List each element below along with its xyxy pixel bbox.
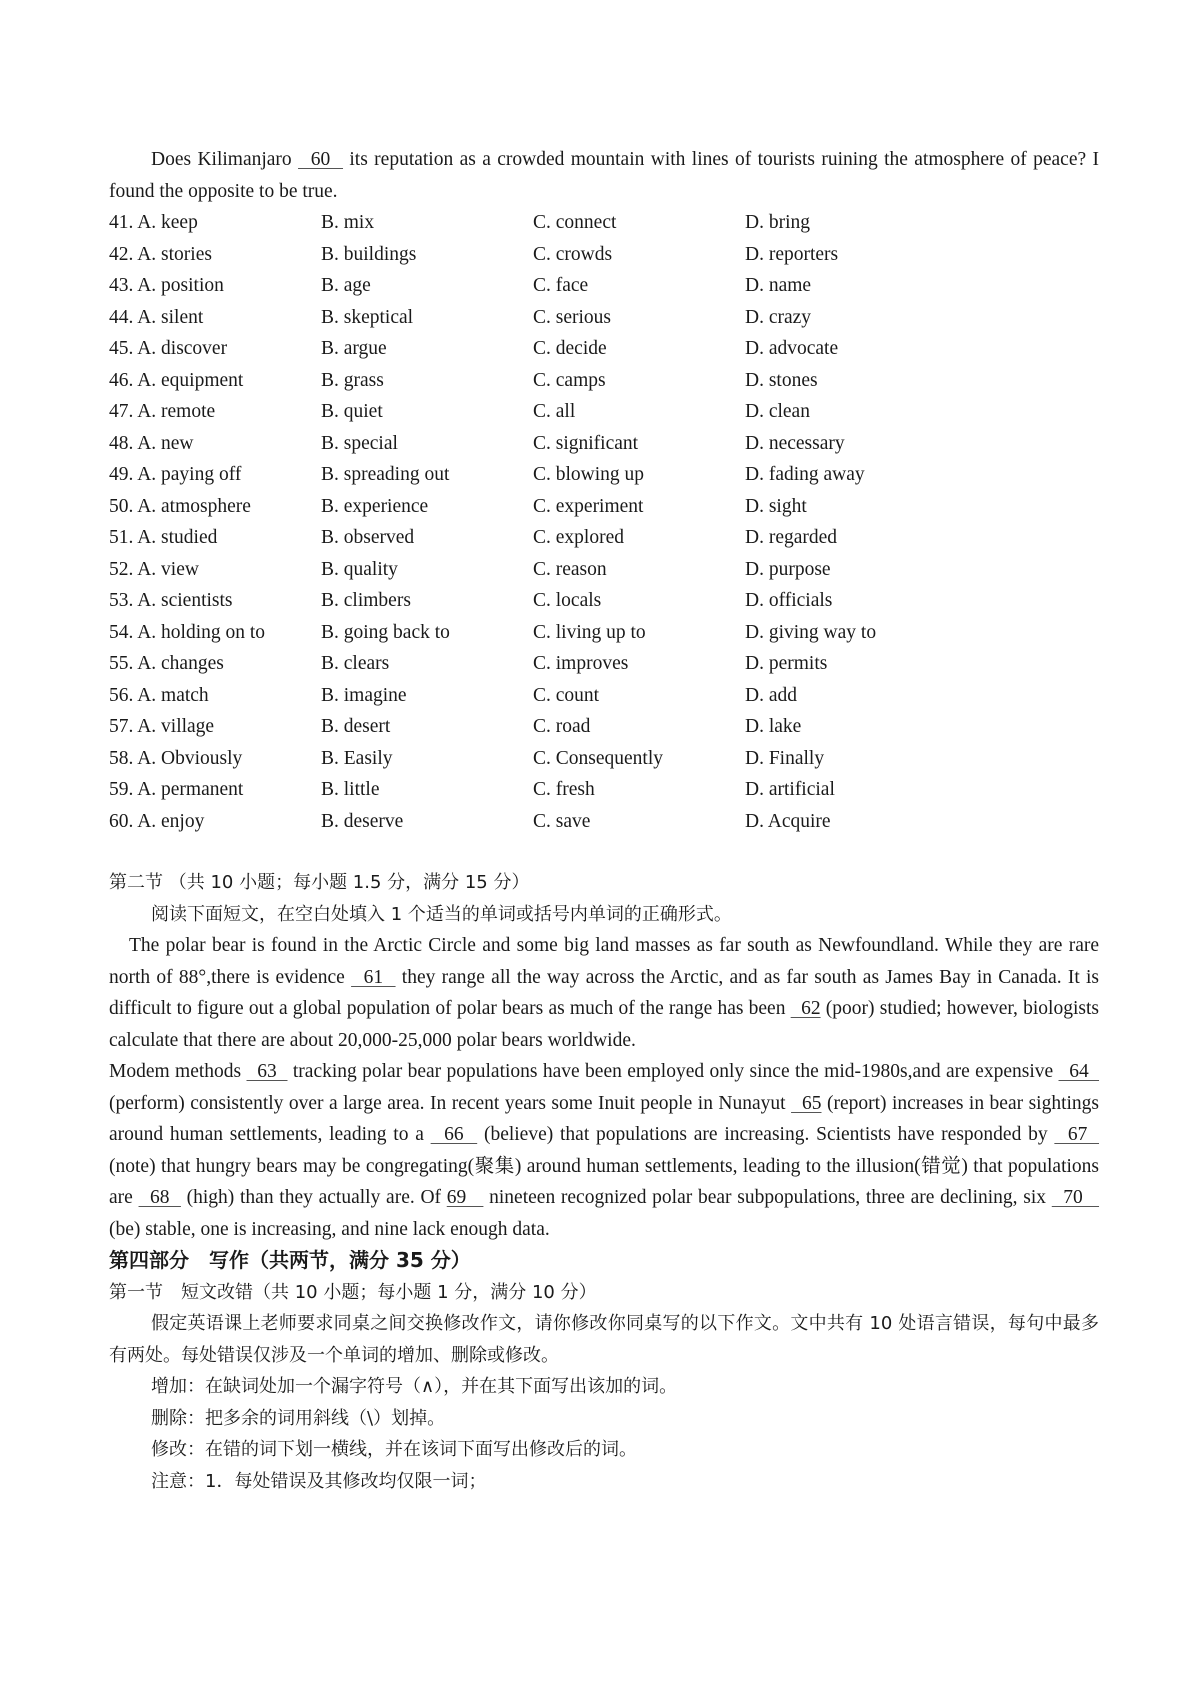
option-d[interactable]: D. necessary [745,432,845,454]
option-row-48 [109,428,1099,460]
option-b[interactable]: B. special [321,432,398,454]
blank-60[interactable]: 60 [298,149,344,170]
option-row-44 [109,302,1099,334]
option-b[interactable]: B. deserve [321,810,404,832]
option-a[interactable]: 45. A. discover [109,338,228,359]
option-c[interactable]: C. blowing up [533,464,645,485]
option-b[interactable]: B. spreading out [321,464,450,485]
option-row-49 [109,459,1099,491]
blank-63[interactable]: 63 [246,1061,288,1082]
option-b[interactable]: B. observed [321,527,415,548]
option-row-53 [109,585,1099,617]
option-d[interactable]: D. advocate [745,338,839,359]
option-b[interactable]: B. age [321,275,371,296]
option-d[interactable]: D. permits [745,653,828,674]
option-b[interactable]: B. skeptical [321,306,414,328]
exam-page [109,144,1099,1497]
option-c[interactable]: C. face [533,275,589,296]
option-row-45 [109,333,1099,365]
blank-61[interactable]: 61 [351,966,396,988]
option-b[interactable]: B. climbers [321,590,411,611]
option-a[interactable]: 57. A. village [109,716,215,737]
option-b[interactable]: B. clears [321,653,390,674]
option-d[interactable]: D. Acquire [745,810,831,832]
rule-note: 注意：1．每处错误及其修改均仅限一词； [151,1470,487,1492]
option-b[interactable]: B. grass [321,369,384,391]
option-b[interactable]: B. buildings [321,243,417,265]
option-c[interactable]: C. decide [533,338,607,359]
option-row-52 [109,554,1099,586]
option-b[interactable]: B. argue [321,338,387,359]
option-row-56 [109,680,1099,712]
option-b[interactable]: B. imagine [321,684,407,706]
option-c[interactable]: C. crowds [533,243,613,265]
option-d[interactable]: D. officials [745,590,833,611]
option-d[interactable]: D. stones [745,369,818,391]
option-d[interactable]: D. fading away [745,464,865,485]
option-a[interactable]: 49. A. paying off [109,464,242,485]
option-a[interactable]: 46. A. equipment [109,369,244,391]
option-row-60 [109,806,1099,838]
option-c[interactable]: C. save [533,810,591,832]
part4-heading: 第四部分 写作（共两节，满分 35 分） [109,1248,471,1272]
option-row-46 [109,365,1099,397]
intro-text-end: its reputation as a crowded mountain with lines of tourists ruining the atmosphere of peace? I found the opposite to be true. [109,149,1100,202]
option-a[interactable]: 59. A. permanent [109,779,244,800]
option-row-51 [109,522,1099,554]
option-d[interactable]: D. reporters [745,243,839,265]
polar-bear-paragraph-2: Modem methods 63 tracking polar bear populations have been employed only since the mid-1980s,and are expensive 64 (perform) consistently over a large area. In recent years some Inuit people in Nunayut 65 (report) increases in bear sightings around human settlements, leading to a 66 (believe) that populations are increasing. Scientists have responded by 67 (note) that hungry bears may be congregating(聚集) around human settlements, leading to the illusion(错觉) that populations are 68 (high) than they actually are. Of 69 nineteen recognized polar bear subpopulations, three are declining, six 70 (be) stable, one is increasing, and nine lack enough data. [109,1061,1100,1240]
option-c[interactable]: C. camps [533,369,606,391]
option-d[interactable]: D. artificial [745,779,835,800]
option-b[interactable]: B. experience [321,495,429,517]
option-c[interactable]: C. Consequently [533,747,663,769]
option-b[interactable]: B. mix [321,212,375,233]
option-row-59 [109,774,1099,806]
option-row-50 [109,491,1099,523]
option-b[interactable]: B. quality [321,558,398,580]
option-row-54 [109,617,1099,649]
option-a[interactable]: 52. A. view [109,558,199,580]
option-d[interactable]: D. Finally [745,747,825,769]
part4-instruction: 假定英语课上老师要求同桌之间交换修改作文，请你修改你同桌写的以下作文。文中共有 10 处语言错误，每句中最多有两处。每处错误仅涉及一个单词的增加、删除或修改。 [109,1313,1099,1366]
option-a[interactable]: 48. A. new [109,432,194,454]
option-d[interactable]: D. regarded [745,527,838,548]
blank-70[interactable]: 70 [1051,1187,1100,1208]
option-row-41 [109,207,1099,239]
option-a[interactable]: 47. A. remote [109,401,216,422]
option-a[interactable]: 50. A. atmosphere [109,495,251,517]
option-b[interactable]: B. Easily [321,747,393,769]
part4-section1-heading: 第一节 短文改错（共 10 小题；每小题 1 分，满分 10 分） [109,1281,597,1303]
blank-64[interactable]: 64 [1058,1061,1100,1082]
intro-text: Does Kilimanjaro [151,149,299,170]
section2-instruction: 阅读下面短文，在空白处填入 1 个适当的单词或括号内单词的正确形式。 [151,903,732,925]
option-c[interactable]: C. road [533,716,591,737]
option-b[interactable]: B. desert [321,716,391,737]
option-d[interactable]: D. name [745,275,812,296]
cloze-options-list [109,207,1099,837]
option-row-43 [109,270,1099,302]
option-d[interactable]: D. clean [745,401,810,422]
option-c[interactable]: C. serious [533,306,611,328]
option-c[interactable]: C. connect [533,212,617,233]
option-b[interactable]: B. little [321,779,380,800]
option-c[interactable]: C. experiment [533,495,644,517]
blank-69[interactable]: 69 [446,1187,484,1208]
option-c[interactable]: C. significant [533,432,639,454]
polar-bear-paragraph-1: The polar bear is found in the Arctic Circle and some big land masses as far south as Newfoundland. While they are rare north of 88°,there is evidence 61 they range all the way across the Arctic, and as far south as James Bay in Canada. It is difficult to figure out a global population of polar bears as much of the range has been 62 (poor) studied; however, biologists calculate that there are about 20,000-25,000 polar bears worldwide. [109,935,1100,1051]
section2-heading: 第二节 （共 10 小题；每小题 1.5 分，满分 15 分） [109,872,530,893]
rule-delete: 删除：把多余的词用斜线（\）划掉。 [151,1407,446,1429]
option-a[interactable]: 56. A. match [109,684,209,706]
option-c[interactable]: C. improves [533,653,629,674]
option-b[interactable]: B. quiet [321,401,383,422]
option-a[interactable]: 58. A. Obviously [109,747,243,769]
blank-68[interactable]: 68 [138,1187,181,1208]
option-row-42 [109,239,1099,271]
option-c[interactable]: C. living up to [533,621,646,643]
option-a[interactable]: 53. A. scientists [109,590,233,611]
option-c[interactable]: C. reason [533,558,607,580]
option-a[interactable]: 51. A. studied [109,527,218,548]
blank-65[interactable]: 65 [791,1092,822,1114]
option-d[interactable]: D. sight [745,495,807,517]
rule-add: 增加：在缺词处加一个漏字符号（∧），并在其下面写出该加的词。 [151,1376,678,1397]
option-d[interactable]: D. add [745,684,797,706]
option-d[interactable]: D. bring [745,212,810,233]
option-a[interactable]: 42. A. stories [109,243,212,265]
option-row-47 [109,396,1099,428]
option-c[interactable]: C. fresh [533,779,595,800]
option-d[interactable]: D. crazy [745,306,812,328]
option-row-58 [109,743,1099,775]
option-d[interactable]: D. giving way to [745,621,877,643]
option-row-57 [109,711,1099,743]
option-a[interactable]: 44. A. silent [109,306,204,328]
option-a[interactable]: 41. A. keep [109,212,198,233]
rule-modify: 修改：在错的词下划一横线，并在该词下面写出修改后的词。 [151,1439,637,1460]
option-a[interactable]: 60. A. enjoy [109,810,205,832]
option-d[interactable]: D. purpose [745,558,831,580]
blank-67[interactable]: 67 [1054,1124,1100,1145]
option-row-55 [109,648,1099,680]
cloze-closing-paragraph [109,144,1099,207]
option-a[interactable]: 54. A. holding on to [109,621,266,643]
option-c[interactable]: C. all [533,401,576,422]
blank-66[interactable]: 66 [430,1124,478,1145]
option-a[interactable]: 43. A. position [109,275,224,296]
option-d[interactable]: D. lake [745,716,802,737]
option-c[interactable]: C. explored [533,527,624,548]
blank-62[interactable]: 62 [790,998,821,1019]
option-b[interactable]: B. going back to [321,621,450,643]
option-c[interactable]: C. count [533,684,600,706]
option-a[interactable]: 55. A. changes [109,653,224,674]
option-c[interactable]: C. locals [533,590,602,611]
